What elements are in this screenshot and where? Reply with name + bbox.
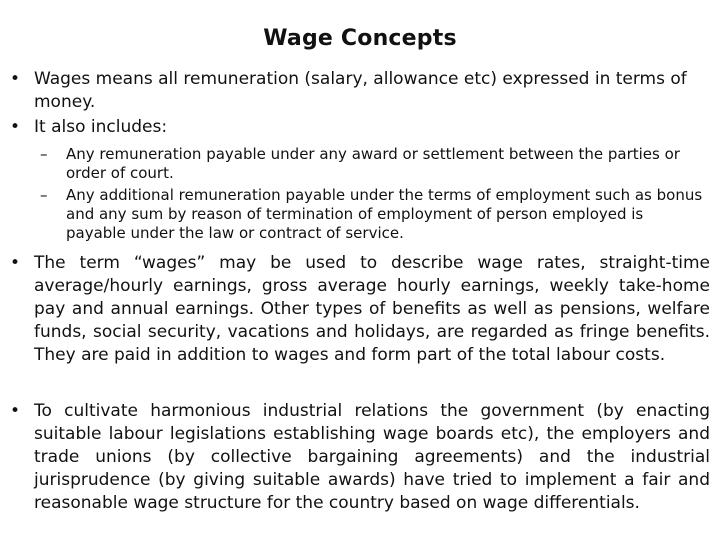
sub-bullet-text: Any additional remuneration payable under the terms of employment such as bonus and any sum by reason of termination of employment of person employed is payable under the law or contract of service. [66, 186, 703, 242]
bullet-term-wages [10, 252, 710, 367]
bullet-marker: • [10, 253, 21, 273]
bullet-text: The term “wages” may be used to describe wage rates, straight-time average/hourly earnings, gross average hourly earnings, weekly take-home pay and annual earnings. Other types of benefits as well as pensions, welfare funds, social security, vacations and holidays, are regarded as fringe benefits. They are paid in addition to wages and form part of the total labour costs. [34, 253, 710, 365]
slide-title: Wage Concepts [263, 26, 457, 51]
bullet-marker: • [10, 117, 21, 137]
sub-bullet-text: Any remuneration payable under any award or settlement between the parties or order of court. [66, 145, 680, 182]
bullet-text: Wages means all remuneration (salary, allowance etc) expressed in terms of money. [34, 69, 687, 112]
sub-bullet-marker: – [40, 186, 48, 204]
bullet-also-includes [10, 116, 710, 139]
bullet-marker: • [10, 69, 21, 89]
bullet-text: It also includes: [34, 117, 168, 137]
bullet-text: To cultivate harmonious industrial relations the government (by enacting suitable labour legislations establishing wage boards etc), the employers and trade unions (by collective bargaining agreements) and the industrial jurisprudence (by giving suitable awards) have tried to implement a fair and reasonable wage structure for the country based on wage differentials. [34, 401, 710, 513]
bullet-harmonious-relations [10, 400, 710, 515]
sub-bullet-marker: – [40, 145, 48, 163]
sub-bullet-award-remuneration [40, 145, 705, 183]
bullet-marker: • [10, 401, 21, 421]
bullet-wages-definition [10, 68, 710, 114]
sub-bullet-additional-remuneration [40, 186, 705, 243]
